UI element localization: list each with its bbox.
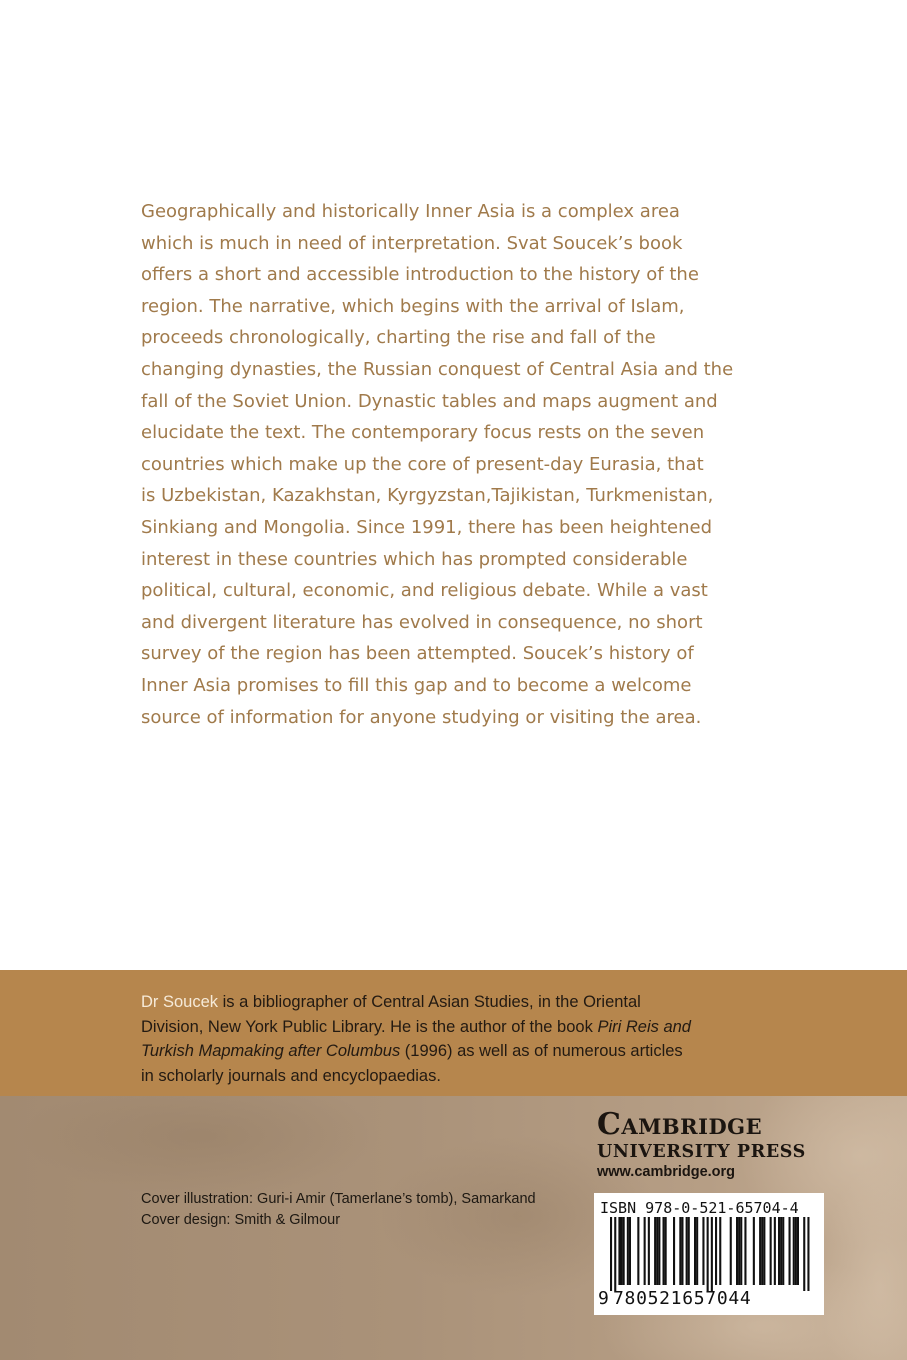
- barcode-guard-bar: [610, 1217, 612, 1291]
- book-title-continued: Turkish Mapmaking after Columbus: [141, 1042, 401, 1060]
- barcode-bar: [694, 1217, 696, 1285]
- barcode-bar: [736, 1217, 738, 1285]
- barcode: [594, 1217, 824, 1291]
- barcode-bar: [759, 1217, 761, 1285]
- book-title: Piri Reis and: [597, 1017, 691, 1036]
- barcode-bar: [681, 1217, 683, 1285]
- author-name-highlight: Dr Soucek: [141, 993, 219, 1011]
- barcode-bar: [778, 1217, 780, 1285]
- barcode-guard-bar: [614, 1217, 616, 1291]
- author-bio-line-1: Dr Soucek is a bibliographer of Central Asian Studies, in the Oriental: [141, 993, 641, 1011]
- barcode-bar: [763, 1217, 765, 1285]
- barcode-bar: [740, 1217, 742, 1285]
- barcode-bar: [629, 1217, 631, 1285]
- author-bio-line-2: Division, New York Public Library. He is the author of the book Piri Reis and: [141, 1017, 691, 1036]
- barcode-bar: [686, 1217, 688, 1285]
- barcode-bar: [654, 1217, 656, 1285]
- publisher-url: www.cambridge.org: [597, 1164, 736, 1180]
- barcode-bar: [715, 1217, 717, 1285]
- barcode-bar: [644, 1217, 646, 1285]
- barcode-bar: [621, 1217, 623, 1285]
- barcode-bar: [730, 1217, 732, 1285]
- publisher-logo: [597, 1108, 827, 1182]
- author-bio-line-3: Turkish Mapmaking after Columbus (1996) as well as of numerous articles: [141, 1042, 683, 1060]
- blurb-line: source of information for anyone studying or visiting the area.: [141, 706, 702, 728]
- blurb-line: interest in these countries which has prompted considerable: [141, 548, 688, 570]
- barcode-bar: [637, 1217, 639, 1285]
- blurb-line: which is much in need of interpretation. Svat Soucek’s book: [141, 232, 683, 254]
- barcode-bar: [665, 1217, 667, 1285]
- author-bio: [141, 990, 801, 1088]
- blurb-line: survey of the region has been attempted. Soucek’s history of: [141, 643, 694, 665]
- barcode-bar: [744, 1217, 746, 1285]
- blurb-line: changing dynasties, the Russian conquest of Central Asia and the: [141, 358, 734, 380]
- barcode-guard-bar: [711, 1217, 713, 1291]
- barcode-bar: [702, 1217, 704, 1285]
- barcode-bar: [719, 1217, 721, 1285]
- barcode-bar: [658, 1217, 660, 1285]
- barcode-bar: [782, 1217, 784, 1285]
- barcode-bar: [618, 1217, 620, 1285]
- author-bio-line-4: in scholarly journals and encyclopaedias.: [141, 1066, 441, 1085]
- blurb-line: political, cultural, economic, and religious debate. While a vast: [141, 580, 708, 602]
- blurb-line: elucidate the text. The contemporary focus rests on the seven: [141, 422, 705, 444]
- barcode-bar: [648, 1217, 650, 1285]
- barcode-bar: [770, 1217, 772, 1285]
- cover-credits: [141, 1189, 536, 1231]
- blurb-line: Geographically and historically Inner Asia is a complex area: [141, 201, 680, 222]
- barcode-guard-bar: [803, 1217, 805, 1291]
- cover-design-credit: Cover design: Smith & Gilmour: [141, 1212, 341, 1228]
- cover-blurb: [141, 196, 781, 733]
- barcode-bar: [688, 1217, 690, 1285]
- publisher-press: UNIVERSITY PRESS: [597, 1142, 806, 1162]
- barcode-bar: [774, 1217, 776, 1285]
- publisher-name: Cambridge: [597, 1107, 763, 1142]
- barcode-bar: [761, 1217, 763, 1285]
- barcode-bar: [793, 1217, 795, 1285]
- barcode-guard-bar: [807, 1217, 809, 1291]
- barcode-bar: [738, 1217, 740, 1285]
- barcode-guard-bar: [707, 1217, 709, 1291]
- isbn-barcode-box: [594, 1193, 824, 1315]
- barcode-number: 780521657044: [613, 1288, 752, 1309]
- barcode-bar: [656, 1217, 658, 1285]
- blurb-line: Sinkiang and Mongolia. Since 1991, there has been heightened: [141, 516, 713, 538]
- blurb-line: is Uzbekistan, Kazakhstan, Kyrgyzstan,Tajikistan, Turkmenistan,: [141, 485, 714, 507]
- barcode-bar: [795, 1217, 797, 1285]
- barcode-bar: [753, 1217, 755, 1285]
- barcode-bar: [627, 1217, 629, 1285]
- barcode-bar: [780, 1217, 782, 1285]
- blurb-line: countries which make up the core of present-day Eurasia, that: [141, 453, 704, 475]
- blurb-line: offers a short and accessible introduction to the history of the: [141, 264, 699, 286]
- blurb-line: and divergent literature has evolved in consequence, no short: [141, 611, 703, 633]
- cover-illustration-credit: Cover illustration: Guri-i Amir (Tamerlane’s tomb), Samarkand: [141, 1191, 536, 1207]
- barcode-lead-digit: 9: [598, 1288, 609, 1309]
- blurb-line: region. The narrative, which begins with the arrival of Islam,: [141, 295, 685, 317]
- blurb-line: proceeds chronologically, charting the rise and fall of the: [141, 327, 656, 349]
- barcode-bar: [623, 1217, 625, 1285]
- blurb-line: Inner Asia promises to fill this gap and to become a welcome: [141, 674, 692, 696]
- barcode-bar: [797, 1217, 799, 1285]
- barcode-bar: [663, 1217, 665, 1285]
- barcode-bar: [679, 1217, 681, 1285]
- barcode-bar: [696, 1217, 698, 1285]
- blurb-line: fall of the Soviet Union. Dynastic tables and maps augment and: [141, 390, 718, 412]
- isbn-label: ISBN 978-0-521-65704-4: [600, 1199, 799, 1217]
- barcode-bar: [789, 1217, 791, 1285]
- barcode-bar: [673, 1217, 675, 1285]
